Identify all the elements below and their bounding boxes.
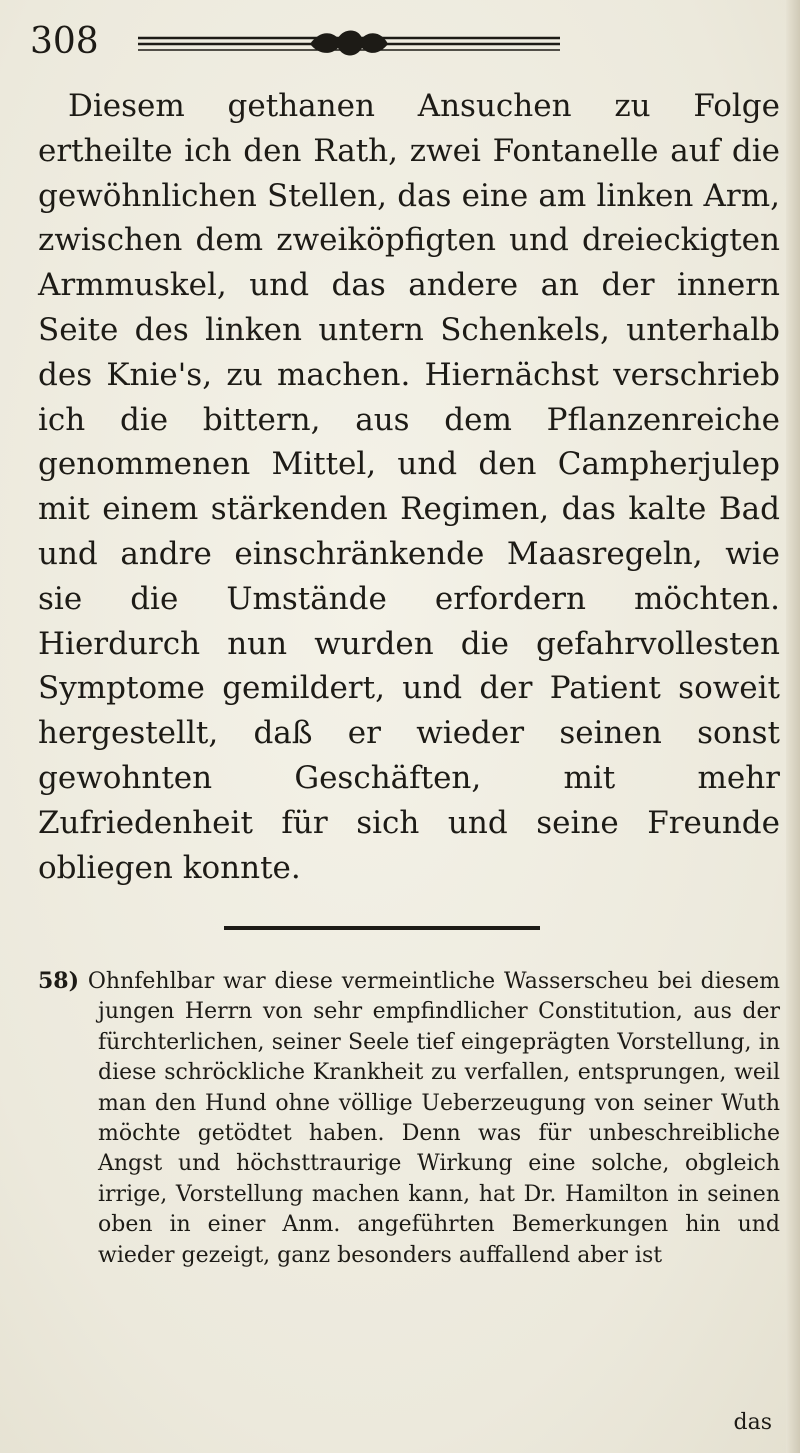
page-number: 308 <box>30 21 99 62</box>
page-header <box>30 16 550 68</box>
footnote-separator-rule <box>224 926 540 930</box>
catch-word: das <box>733 1410 772 1435</box>
footnote-text: Ohnfehlbar war diese vermeintliche Wasserscheu bei diesem jungen Herrn von sehr empfindlicher Constitution, aus der fürchterlichen, seiner Seele tief eingeprägten Vorstellung, in diese schröckliche Krankheit zu verfallen, entsprungen, weil man den Hund ohne völlige Ueberzeugung von seiner Wuth möchte getödtet haben. Denn was für unbeschreibliche Angst und höchsttraurige Wirkung eine solche, obgleich irrige, Vorstellung machen kann, hat Dr. Hamilton in seinen oben in einer Anm. angeführten Bemerkungen hin und wieder gezeigt, ganz besonders auffallend aber ist <box>87 969 780 1268</box>
footnote-paragraph <box>38 966 780 1271</box>
header-ornament-icon <box>134 24 564 60</box>
footnote <box>38 966 780 1271</box>
body-text <box>38 84 780 890</box>
page-edge <box>786 0 800 1453</box>
footnote-number: 58) <box>38 968 80 994</box>
main-paragraph: Diesem gethanen Ansuchen zu Folge ertheilte ich den Rath, zwei Fontanelle auf die gewöhnlichen Stellen, das eine am linken Arm, zwischen dem zweiköpfigten und dreieckigten Armmuskel, und das andere an der innern Seite des linken untern Schenkels, unterhalb des Knie's, zu machen. Hiernächst verschrieb ich die bittern, aus dem Pflanzenreiche genommenen Mittel, und den Campherjulep mit einem stärkenden Regimen, das kalte Bad und andre einschränkende Maasregeln, wie sie die Umstände erfordern möchten. Hierdurch nun wurden die gefahrvollesten Symptome gemildert, und der Patient soweit hergestellt, daß er wieder seinen sonst gewohnten Geschäften, mit mehr Zufriedenheit für sich und seine Freunde obliegen konnte. <box>38 88 780 886</box>
